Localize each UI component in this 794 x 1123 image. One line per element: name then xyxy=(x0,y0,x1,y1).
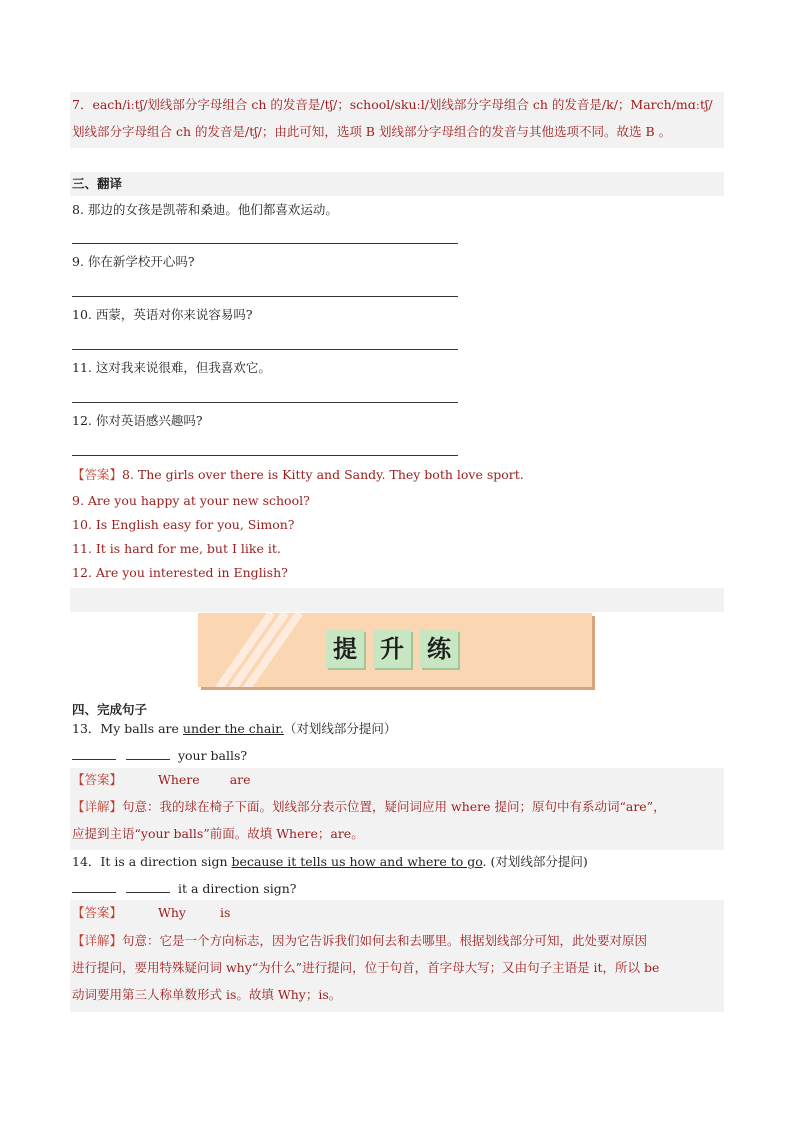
q13-blank-2[interactable] xyxy=(126,746,170,760)
translation-answer-11: 11. It is hard for me, but I like it. xyxy=(72,541,281,556)
detail-tag: 【详解】 xyxy=(72,933,123,948)
answer-blank-12[interactable] xyxy=(72,455,458,456)
answer-tag: 【答案】 xyxy=(72,467,123,482)
q14-underlined-part: because it tells us how and where to go xyxy=(231,854,483,869)
banner-char-2: 升 xyxy=(373,630,411,668)
q7-explanation-line-1: 7．each/iːtʃ/划线部分字母组合 ch 的发音是/tʃ/；school/skuːl/划线部分字母组合 ch 的发音是/k/；March/mɑːtʃ/ xyxy=(72,97,713,112)
answer-text-8: 8. The girls over there is Kitty and Sandy. They both love sport. xyxy=(122,467,524,482)
question-14 xyxy=(72,853,588,871)
q13-answer-1: Where xyxy=(158,772,200,787)
q14-answer-2: is xyxy=(219,905,231,920)
translation-item-9: 9. 你在新学校开心吗? xyxy=(72,254,195,269)
q13-answer-2: are xyxy=(229,772,251,787)
q13-detail-line-2: 应提到主语“your balls”前面。故填 Where；are。 xyxy=(72,826,364,841)
q14-detail-line-1 xyxy=(72,932,647,950)
q13-detail-text-1: 句意：我的球在椅子下面。划线部分表示位置，疑问词应用 where 提问；原句中有系动词“are”， xyxy=(122,799,666,814)
q13-underlined-part: under the chair. xyxy=(182,721,284,736)
answer-blank-10[interactable] xyxy=(72,349,458,350)
answer-blank-8[interactable] xyxy=(72,243,458,244)
q13-prefix: 13．My balls are xyxy=(72,721,183,736)
q14-blank-line xyxy=(72,879,297,898)
answer-blank-11[interactable] xyxy=(72,402,458,403)
section-divider-bar xyxy=(70,588,724,612)
q14-blank-2[interactable] xyxy=(126,879,170,893)
q14-answer xyxy=(72,904,230,922)
answer-tag: 【答案】 xyxy=(72,772,123,787)
q14-detail-text-1: 句意：它是一个方向标志，因为它告诉我们如何去和去哪里。根据划线部分可知，此处要对原因 xyxy=(122,933,648,948)
improvement-practice-banner xyxy=(198,613,592,687)
translation-item-10: 10. 西蒙，英语对你来说容易吗? xyxy=(72,307,253,322)
answer-blank-9[interactable] xyxy=(72,296,458,297)
q7-explanation-line-2: 划线部分字母组合 ch 的发音是/tʃ/；由此可知，选项 B 划线部分字母组合的发音与其他选项不同。故选 B 。 xyxy=(72,124,672,139)
q14-blank-line-text: it a direction sign? xyxy=(177,881,297,896)
q13-answer xyxy=(72,771,251,789)
translation-answer-9: 9. Are you happy at your new school? xyxy=(72,493,310,508)
q13-blank-line xyxy=(72,746,247,765)
section3-heading: 三、翻译 xyxy=(72,176,123,191)
banner-char-3: 练 xyxy=(420,630,458,668)
q14-blank-1[interactable] xyxy=(72,879,116,893)
translation-answer-8 xyxy=(72,466,524,484)
translation-item-12: 12. 你对英语感兴趣吗? xyxy=(72,413,203,428)
answer-tag: 【答案】 xyxy=(72,905,123,920)
translation-item-8: 8. 那边的女孩是凯蒂和桑迪。他们都喜欢运动。 xyxy=(72,202,338,217)
translation-answer-10: 10. Is English easy for you, Simon? xyxy=(72,517,295,532)
detail-tag: 【详解】 xyxy=(72,799,123,814)
q14-detail-line-2: 进行提问，要用特殊疑问词 why“为什么”进行提问，位于句首，首字母大写；又由句子主语是 it，所以 be xyxy=(72,960,660,975)
translation-item-11: 11. 这对我来说很难，但我喜欢它。 xyxy=(72,360,271,375)
q14-instruction: . (对划线部分提问) xyxy=(482,854,588,869)
q13-instruction: （对划线部分提问） xyxy=(283,721,397,736)
section3-heading-bar xyxy=(70,172,724,196)
q13-detail-line-1 xyxy=(72,798,666,816)
q14-answer-1: Why xyxy=(158,905,186,920)
translation-answer-12: 12. Are you interested in English? xyxy=(72,565,288,580)
q13-blank-1[interactable] xyxy=(72,746,116,760)
question-13 xyxy=(72,720,396,738)
q14-detail-line-3: 动词要用第三人称单数形式 is。故填 Why；is。 xyxy=(72,987,342,1002)
section4-heading: 四、完成句子 xyxy=(72,702,148,717)
q13-blank-line-text: your balls? xyxy=(177,748,248,763)
q14-prefix: 14．It is a direction sign xyxy=(72,854,232,869)
banner-char-1: 提 xyxy=(326,630,364,668)
